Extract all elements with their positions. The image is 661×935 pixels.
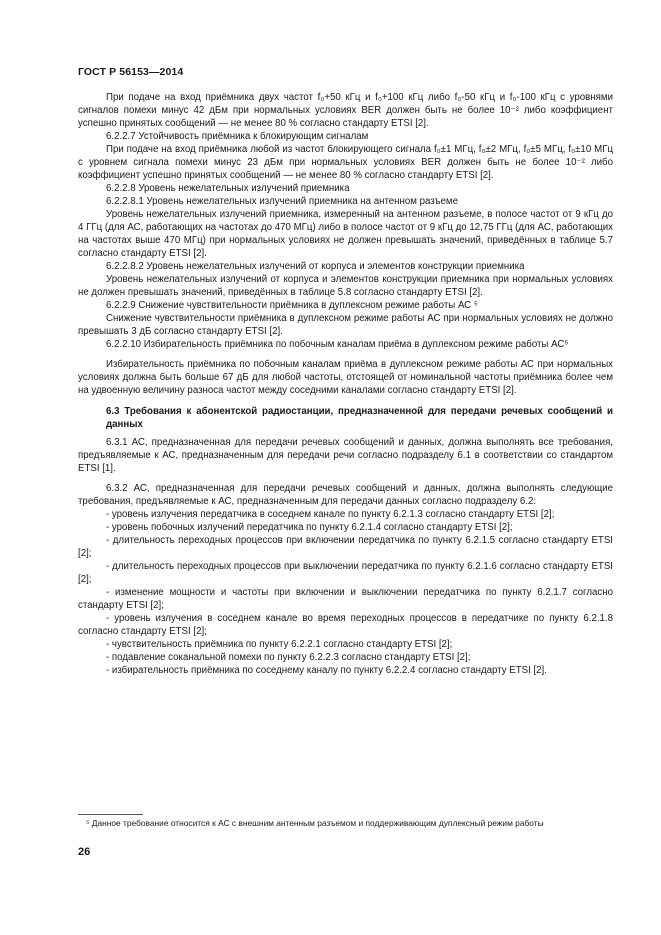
list-item: - чувствительность приёмника по пункту 6.2.2.1 согласно стандарту ETSI [2]; bbox=[106, 639, 453, 650]
paragraph-antenna-emissions: Уровень нежелательных излучений приемника, измеренный на антенном разъеме, в полосе частот от 9 кГц до 4 ГГц (для АС, работающих на частотах до 470 МГц) либо в полосе частот от 9 кГц до 12,75 ГГц (для АС, работающих на частотах выше 470 МГц) при нормальных условиях не должен превышать значений, приведённых в таблице 5.7 согласно стандарту ETSI [2]. bbox=[78, 209, 613, 259]
clause-heading-6-2-2-8-2: 6.2.2.8.2 Уровень нежелательных излучений от корпуса и элементов конструкции приемника bbox=[106, 261, 525, 272]
clause-heading-6-2-2-10: 6.2.2.10 Избирательность приёмника по побочным каналам приёма в дуплексном режиме работы АС⁵ bbox=[106, 339, 569, 350]
paragraph-duplex-selectivity: Избирательность приёмника по побочным каналам приёма в дуплексном режиме работы АС при нормальных условиях должна быть больше 67 дБ для любой частоты, отстоящей от номинальной частоты приёмника более чем на удвоенную величину разноса частот между соседними каналами согласно стандарту ETSI [2]. bbox=[78, 359, 613, 396]
footnote: ⁵ Данное требование относится к АС с внешним антенным разъемом и поддерживающим дуплексный режим работы bbox=[86, 818, 544, 828]
paragraph-case-emissions: Уровень нежелательных излучений от корпуса и элементов конструкции приемника при нормальных условиях не должен превышать значений, приведённых в таблице 5.8 согласно стандарту ETSI [2]. bbox=[78, 274, 613, 298]
list-item: - избирательность приёмника по соседнему каналу по пункту 6.2.2.4 согласно стандарту ETSI [2]. bbox=[106, 665, 547, 676]
paragraph-6-3-1: 6.3.1 АС, предназначенная для передачи речевых сообщений и данных, должна выполнять все требования, предъявляемые к АС, предназначенным для передачи речи согласно подразделу 6.1 в соответствии со стандартом ETSI [1]. bbox=[78, 437, 613, 474]
paragraph-duplex-sensitivity: Снижение чувствительности приёмника в дуплексном режиме работы АС при нормальных условиях не должно превышать 3 дБ согласно стандарту ETSI [2]. bbox=[78, 313, 613, 337]
paragraph-6-3-2: 6.3.2 АС, предназначенная для передачи речевых сообщений и данных, должна выполнять следующие требования, предъявляемые к АС, предназначенным для передачи данных согласно подразделу 6.2: bbox=[78, 483, 613, 507]
list-item: - длительность переходных процессов при включении передатчика по пункту 6.2.1.5 согласно стандарту ETSI [2]; bbox=[78, 535, 613, 559]
list-item: - уровень излучения в соседнем канале во время переходных процессов в передатчике по пункту 6.2.1.8 согласно стандарту ETSI [2]; bbox=[78, 613, 613, 637]
clause-heading-6-2-2-9: 6.2.2.9 Снижение чувствительности приёмника в дуплексном режиме работы АС ⁵ bbox=[106, 300, 478, 311]
clause-heading-6-2-2-8-1: 6.2.2.8.1 Уровень нежелательных излучений приемника на антенном разъеме bbox=[106, 196, 458, 207]
page-number: 26 bbox=[78, 846, 91, 858]
clause-heading-6-2-2-7: 6.2.2.7 Устойчивость приёмника к блокирующим сигналам bbox=[106, 131, 369, 142]
list-item: - подавление соканальной помехи по пункту 6.2.2.3 согласно стандарту ETSI [2]; bbox=[106, 652, 471, 663]
list-item: - уровень побочных излучений передатчика по пункту 6.2.1.4 согласно стандарту ETSI [2]; bbox=[106, 522, 513, 533]
document-header: ГОСТ Р 56153—2014 bbox=[78, 66, 184, 78]
list-item: - изменение мощности и частоты при включении и выключении передатчика по пункту 6.2.1.7 согласно стандарту ETSI [2]; bbox=[78, 587, 613, 611]
document-body bbox=[78, 91, 613, 677]
paragraph-interference-test: При подаче на вход приёмника двух частот f₀+50 кГц и f₀+100 кГц либо f₀-50 кГц и f₀-100 кГц с уровнями сигналов помехи минус 42 дБм при нормальных условиях BER должен быть не более 10⁻² либо коэффициент успешно принятых сообщений — не менее 80 % согласно стандарту ETSI [2]. bbox=[78, 92, 613, 129]
list-item: - уровень излучения передатчика в соседнем канале по пункту 6.2.1.3 согласно стандарту ETSI [2]; bbox=[106, 509, 555, 520]
section-heading-6-3: 6.3 Требования к абонентской радиостанции, предназначенной для передачи речевых сообщений и данных bbox=[106, 406, 613, 430]
clause-heading-6-2-2-8: 6.2.2.8 Уровень нежелательных излучений приемника bbox=[106, 183, 350, 194]
paragraph-blocking-signals: При подаче на вход приёмника любой из частот блокирующего сигнала f₀±1 МГц, f₀±2 МГц, f₀±5 МГц, f₀±10 МГц с уровнем сигнала помехи минус 23 дБм при нормальных условиях BER должен быть не более 10⁻² либо коэффициент успешно принятых сообщений — не менее 80 % согласно стандарту ETSI [2]. bbox=[78, 144, 613, 181]
footnote-divider bbox=[78, 814, 143, 815]
list-item: - длительность переходных процессов при выключении передатчика по пункту 6.2.1.6 согласно стандарту ETSI [2]; bbox=[78, 561, 613, 585]
